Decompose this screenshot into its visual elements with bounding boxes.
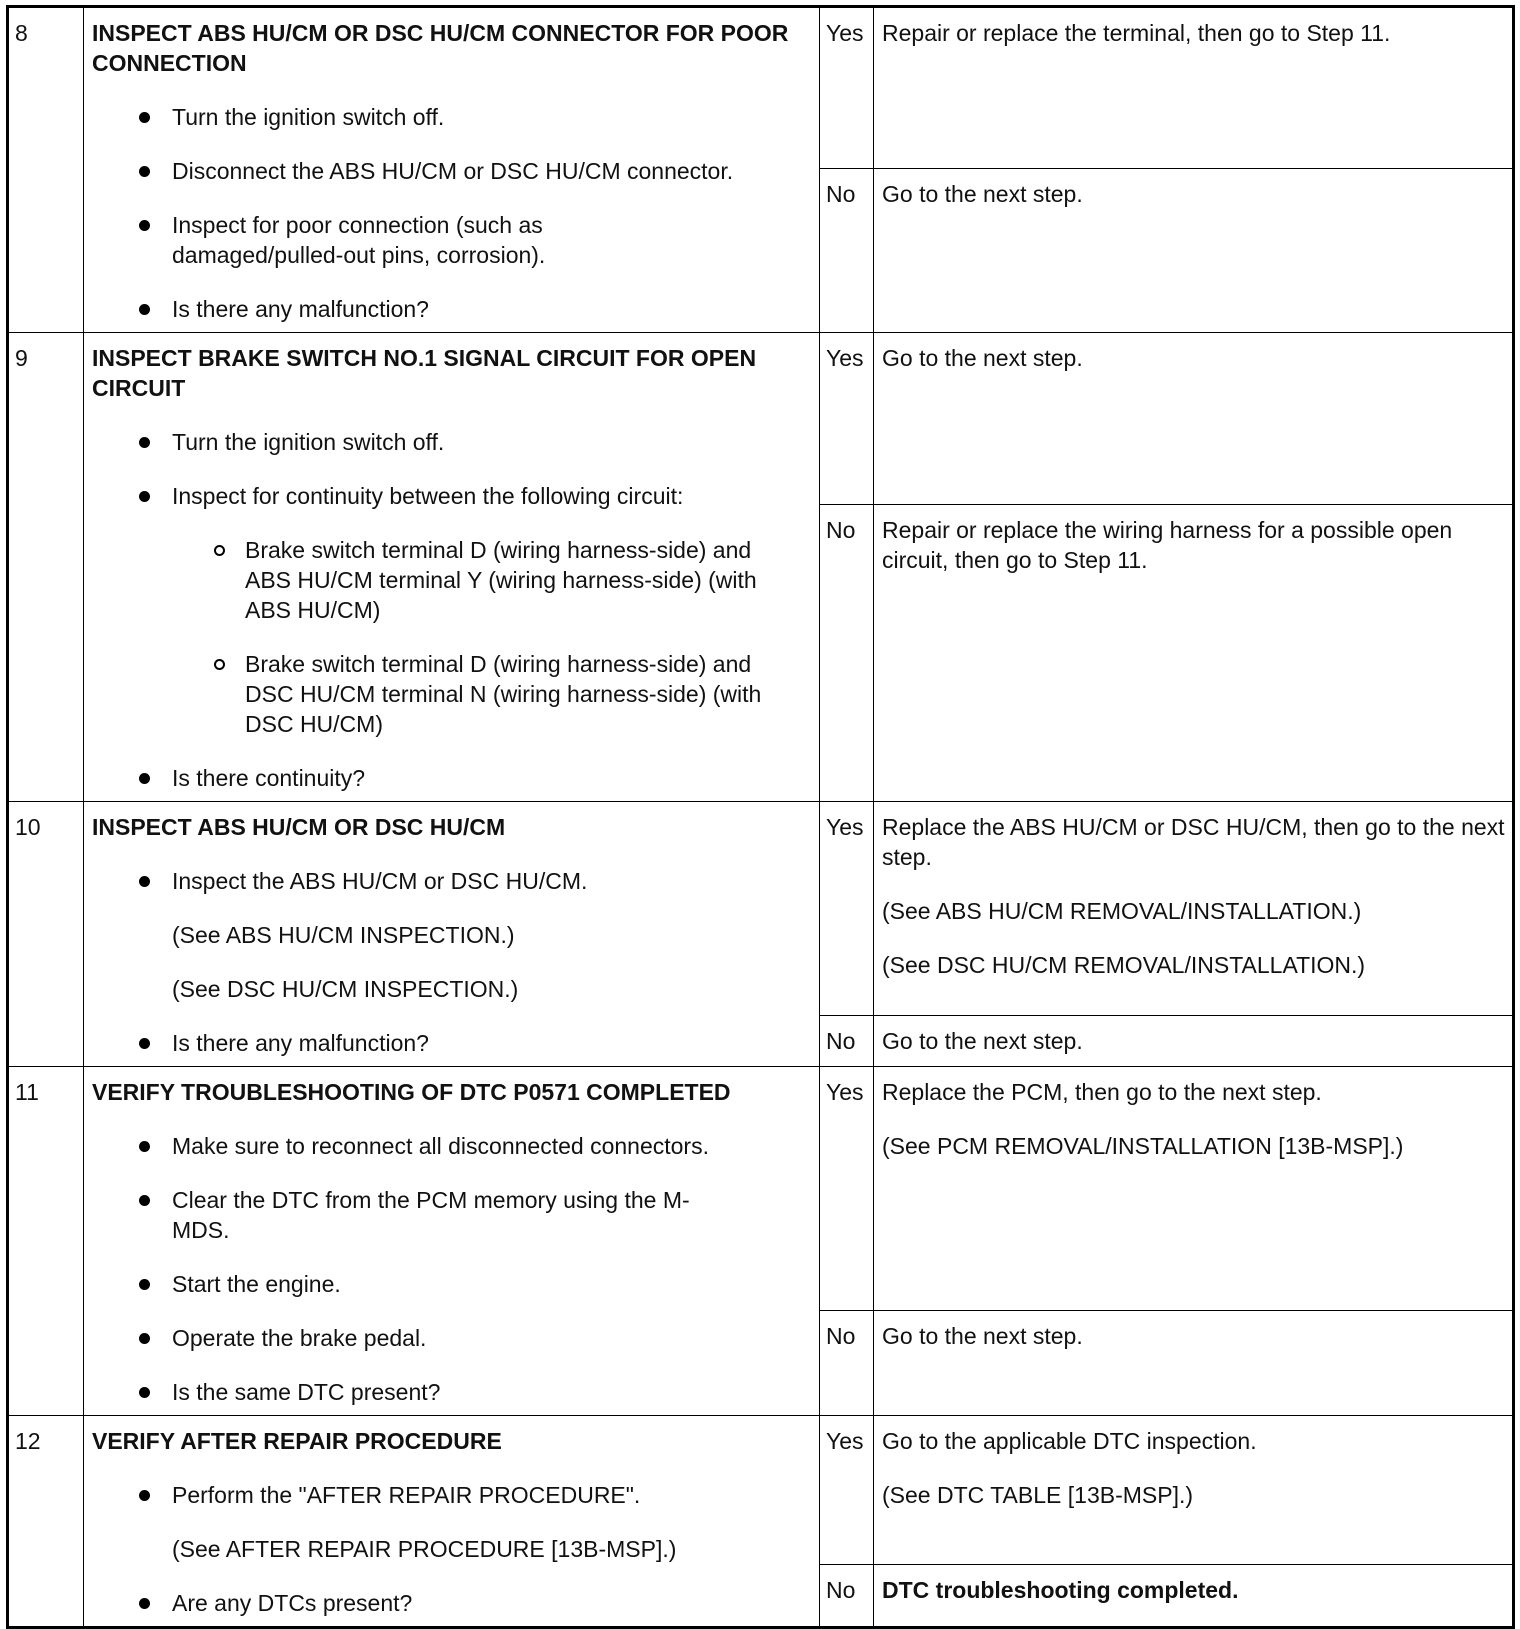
no-result: Go to the next step. [874, 1016, 1514, 1067]
step-item: Perform the "AFTER REPAIR PROCEDURE". [92, 1480, 811, 1510]
step-subitem: Brake switch terminal D (wiring harness-side) and ABS HU/CM terminal Y (wiring harness-side) (with ABS HU/CM) [92, 535, 811, 625]
yes-result: Repair or replace the terminal, then go to Step 11. [874, 7, 1514, 169]
step-question: Is there any malfunction? [92, 1028, 811, 1058]
step-note: (See DSC HU/CM INSPECTION.) [172, 976, 519, 1002]
step-item: Clear the DTC from the PCM memory using the M-MDS. [92, 1185, 811, 1245]
yes-label: Yes [820, 7, 874, 169]
yes-result: Go to the applicable DTC inspection. (See DTC TABLE [13B-MSP].) [874, 1416, 1514, 1565]
step-10-yes-row [8, 802, 1514, 1016]
step-12-yes-row [8, 1416, 1514, 1565]
yes-label: Yes [820, 1067, 874, 1311]
no-result: Go to the next step. [874, 169, 1514, 333]
step-8-yes-row [8, 7, 1514, 169]
step-item: Inspect for continuity between the following circuit: [92, 481, 811, 511]
step-item: Start the engine. [92, 1269, 811, 1299]
step-question: Is there continuity? [92, 763, 811, 793]
no-result: Repair or replace the wiring harness for a possible open circuit, then go to Step 11. [874, 505, 1514, 802]
step-number: 9 [8, 333, 84, 802]
step-note: (See ABS HU/CM INSPECTION.) [172, 922, 515, 948]
step-number: 12 [8, 1416, 84, 1628]
step-11-action [84, 1067, 820, 1416]
step-title: VERIFY TROUBLESHOOTING OF DTC P0571 COMPLETED [92, 1079, 731, 1105]
step-question: Is the same DTC present? [92, 1377, 811, 1407]
no-label: No [820, 1311, 874, 1416]
step-11-yes-row [8, 1067, 1514, 1311]
step-item: Inspect the ABS HU/CM or DSC HU/CM. [92, 866, 811, 896]
step-number: 8 [8, 7, 84, 333]
step-number: 11 [8, 1067, 84, 1416]
troubleshooting-table [6, 5, 1515, 1629]
yes-label: Yes [820, 1416, 874, 1565]
step-12-action [84, 1416, 820, 1628]
step-title: INSPECT ABS HU/CM OR DSC HU/CM [92, 814, 506, 840]
step-title: INSPECT BRAKE SWITCH NO.1 SIGNAL CIRCUIT FOR OPEN CIRCUIT [92, 345, 757, 401]
no-label: No [820, 169, 874, 333]
yes-result: Replace the PCM, then go to the next step. (See PCM REMOVAL/INSTALLATION [13B-MSP].) [874, 1067, 1514, 1311]
no-result: DTC troubleshooting completed. [874, 1565, 1514, 1628]
step-question: Are any DTCs present? [92, 1588, 811, 1618]
step-item: Turn the ignition switch off. [92, 427, 811, 457]
step-item: Turn the ignition switch off. [92, 102, 811, 132]
step-title: VERIFY AFTER REPAIR PROCEDURE [92, 1428, 502, 1454]
yes-result: Go to the next step. [874, 333, 1514, 505]
step-8-action [84, 7, 820, 333]
no-label: No [820, 505, 874, 802]
step-9-yes-row [8, 333, 1514, 505]
step-subitem: Brake switch terminal D (wiring harness-side) and DSC HU/CM terminal N (wiring harness-side) (with DSC HU/CM) [92, 649, 811, 739]
step-question: Is there any malfunction? [92, 294, 811, 324]
step-item: Disconnect the ABS HU/CM or DSC HU/CM connector. [92, 156, 811, 186]
step-10-action [84, 802, 820, 1067]
step-number: 10 [8, 802, 84, 1067]
step-item: Operate the brake pedal. [92, 1323, 811, 1353]
step-item: Inspect for poor connection (such as damaged/pulled-out pins, corrosion). [92, 210, 811, 270]
no-label: No [820, 1565, 874, 1628]
step-item: Make sure to reconnect all disconnected connectors. [92, 1131, 811, 1161]
step-9-action [84, 333, 820, 802]
no-label: No [820, 1016, 874, 1067]
yes-label: Yes [820, 333, 874, 505]
step-title: INSPECT ABS HU/CM OR DSC HU/CM CONNECTOR FOR POOR CONNECTION [92, 20, 789, 76]
yes-result: Replace the ABS HU/CM or DSC HU/CM, then go to the next step. (See ABS HU/CM REMOVAL/INSTALLATION.) (See DSC HU/CM REMOVAL/INSTALLATION.) [874, 802, 1514, 1016]
step-note: (See AFTER REPAIR PROCEDURE [13B-MSP].) [172, 1536, 677, 1562]
yes-label: Yes [820, 802, 874, 1016]
no-result: Go to the next step. [874, 1311, 1514, 1416]
